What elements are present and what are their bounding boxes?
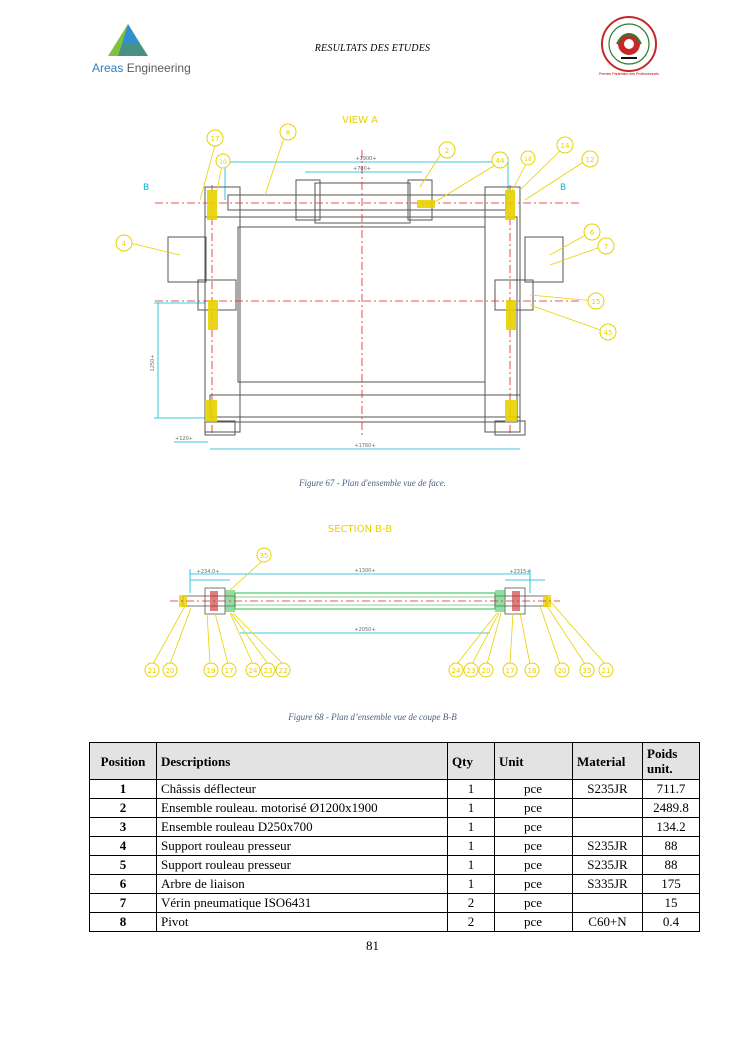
dimension-texts: [197, 568, 531, 633]
view-a-label: VIEW A: [341, 115, 379, 126]
header-qty: Qty: [448, 743, 495, 780]
svg-text:23: 23: [466, 667, 476, 675]
dimension-texts: [150, 156, 377, 449]
cell-unit: pce: [495, 875, 573, 894]
cell-qty: 1: [448, 780, 495, 799]
svg-text:18: 18: [527, 667, 537, 675]
cell-qty: 2: [448, 894, 495, 913]
parts-table-body: [90, 780, 700, 932]
svg-text:4: 4: [121, 240, 127, 248]
cell-material: S235JR: [573, 780, 643, 799]
svg-text:15: 15: [591, 298, 601, 306]
cell-material: [573, 894, 643, 913]
cell-material: S235JR: [573, 856, 643, 875]
figure-68-caption: Figure 68 - Plan d’ensemble vue de coupe B-B: [288, 712, 457, 722]
callout: [145, 663, 159, 677]
callout: [555, 663, 569, 677]
svg-text:10: 10: [219, 159, 227, 166]
section-bb-label: SECTION B-B: [327, 524, 393, 535]
callout: [222, 663, 236, 677]
cell-material: [573, 799, 643, 818]
callout: [449, 663, 463, 677]
dim-text: +234.0+: [196, 569, 220, 575]
cell-position: 1: [90, 780, 157, 799]
cell-unit: pce: [495, 837, 573, 856]
cell-description: Ensemble rouleau. motorisé Ø1200x1900: [157, 799, 448, 818]
header-poids: Poids unit.: [643, 743, 700, 780]
page-number: 81: [366, 938, 379, 953]
header-material: Material: [573, 743, 643, 780]
svg-text:14: 14: [560, 142, 570, 150]
page-header-title: RESULTATS DES ETUDES: [314, 43, 431, 54]
frame-outline: [168, 180, 563, 435]
cell-qty: 1: [448, 837, 495, 856]
svg-text:17: 17: [505, 667, 515, 675]
dim-text: +1300+: [354, 568, 376, 574]
cell-unit: pce: [495, 856, 573, 875]
svg-text:19: 19: [206, 667, 216, 675]
svg-text:12: 12: [585, 156, 595, 164]
cell-poids: 2489.8: [643, 799, 700, 818]
cell-position: 8: [90, 913, 157, 932]
callout: [280, 124, 296, 140]
cell-position: 4: [90, 837, 157, 856]
callout: [246, 663, 260, 677]
dim-text: 1250+: [150, 354, 156, 372]
partner-seal-logo: [597, 14, 661, 80]
svg-text:8: 8: [285, 129, 291, 137]
cell-poids: 88: [643, 837, 700, 856]
section-marks: [143, 183, 566, 193]
callouts: [145, 548, 613, 677]
svg-text:20: 20: [165, 667, 175, 675]
callout: [503, 663, 517, 677]
svg-text:35: 35: [259, 552, 269, 560]
section-mark-right: B: [560, 183, 567, 193]
callout: [525, 663, 539, 677]
svg-text:24: 24: [451, 667, 461, 675]
cell-unit: pce: [495, 894, 573, 913]
cell-qty: 1: [448, 818, 495, 837]
callout: [580, 663, 594, 677]
callout: [492, 152, 508, 168]
table-row: [90, 894, 700, 913]
cell-description: Support rouleau presseur: [157, 837, 448, 856]
callout: [439, 142, 455, 158]
cell-unit: pce: [495, 799, 573, 818]
table-row: [90, 856, 700, 875]
figure-68-drawing: [135, 518, 625, 688]
seal-caption: Premier Partenaire des Professionnels: [599, 72, 659, 76]
logo-text: Areas Engineering: [92, 61, 191, 75]
callout: [599, 663, 613, 677]
cell-material: [573, 818, 643, 837]
callout: [261, 663, 275, 677]
callout: [216, 154, 230, 168]
table-row: [90, 780, 700, 799]
svg-text:35: 35: [582, 667, 592, 675]
cell-poids: 15: [643, 894, 700, 913]
section-mark-left: B: [143, 183, 150, 193]
cell-description: Pivot: [157, 913, 448, 932]
cell-description: Support rouleau presseur: [157, 856, 448, 875]
callout: [116, 235, 132, 251]
svg-text:17: 17: [224, 667, 234, 675]
seal-icon: [597, 14, 661, 72]
callout: [276, 663, 290, 677]
header-descriptions: Descriptions: [157, 743, 448, 780]
cell-description: Ensemble rouleau D250x700: [157, 818, 448, 837]
cell-qty: 2: [448, 913, 495, 932]
svg-text:20: 20: [557, 667, 567, 675]
dim-text: +1900+: [355, 156, 377, 162]
svg-text:45: 45: [603, 329, 613, 337]
cell-description: Arbre de liaison: [157, 875, 448, 894]
cell-description: Châssis déflecteur: [157, 780, 448, 799]
callout: [584, 224, 600, 240]
table-row: [90, 837, 700, 856]
cell-qty: 1: [448, 875, 495, 894]
svg-text:18: 18: [524, 156, 532, 163]
table-row: [90, 818, 700, 837]
callout: [163, 663, 177, 677]
callout: [257, 548, 271, 562]
cell-unit: pce: [495, 913, 573, 932]
callout: [521, 151, 535, 165]
table-row: [90, 913, 700, 932]
callout: [464, 663, 478, 677]
cell-poids: 134.2: [643, 818, 700, 837]
parts-table: [89, 742, 700, 932]
callout: [557, 137, 573, 153]
cell-material: S335JR: [573, 875, 643, 894]
dim-text: +2315+: [509, 569, 531, 575]
figure-67-drawing: [110, 105, 640, 465]
cell-poids: 175: [643, 875, 700, 894]
cell-position: 7: [90, 894, 157, 913]
dim-text: +1760+: [354, 443, 376, 449]
svg-text:20: 20: [481, 667, 491, 675]
svg-text:44: 44: [495, 157, 505, 165]
callout: [582, 151, 598, 167]
svg-text:22: 22: [278, 667, 288, 675]
figure-67-caption: Figure 67 - Plan d'ensemble vue de face.: [298, 478, 447, 488]
svg-text:6: 6: [589, 229, 595, 237]
svg-text:24: 24: [248, 667, 258, 675]
callout: [588, 293, 604, 309]
callout-leaders: [153, 561, 605, 664]
cell-unit: pce: [495, 818, 573, 837]
svg-text:7: 7: [603, 243, 609, 251]
centerlines: [155, 150, 580, 435]
cell-position: 6: [90, 875, 157, 894]
table-row: [90, 799, 700, 818]
cell-position: 5: [90, 856, 157, 875]
cell-position: 2: [90, 799, 157, 818]
callout: [600, 324, 616, 340]
header-position: Position: [90, 743, 157, 780]
svg-text:21: 21: [601, 667, 611, 675]
table-header-row: [90, 743, 700, 780]
svg-text:21: 21: [147, 667, 157, 675]
svg-text:17: 17: [210, 135, 220, 143]
dim-text: +700+: [353, 166, 371, 172]
table-row: [90, 875, 700, 894]
logo-triangle-icon: [88, 22, 208, 62]
callout: [598, 238, 614, 254]
cell-material: C60+N: [573, 913, 643, 932]
callout: [207, 130, 223, 146]
yellow-details: [205, 190, 517, 422]
dim-text: +2050+: [354, 627, 376, 633]
cell-description: Vérin pneumatique ISO6431: [157, 894, 448, 913]
cell-poids: 88: [643, 856, 700, 875]
cell-poids: 711.7: [643, 780, 700, 799]
header-unit: Unit: [495, 743, 573, 780]
svg-text:2: 2: [444, 147, 450, 155]
svg-text:23: 23: [263, 667, 273, 675]
cell-qty: 1: [448, 856, 495, 875]
cell-material: S235JR: [573, 837, 643, 856]
cell-position: 3: [90, 818, 157, 837]
dim-text: +120+: [175, 436, 193, 442]
callout: [479, 663, 493, 677]
callout: [204, 663, 218, 677]
cell-qty: 1: [448, 799, 495, 818]
cell-poids: 0.4: [643, 913, 700, 932]
cell-unit: pce: [495, 780, 573, 799]
